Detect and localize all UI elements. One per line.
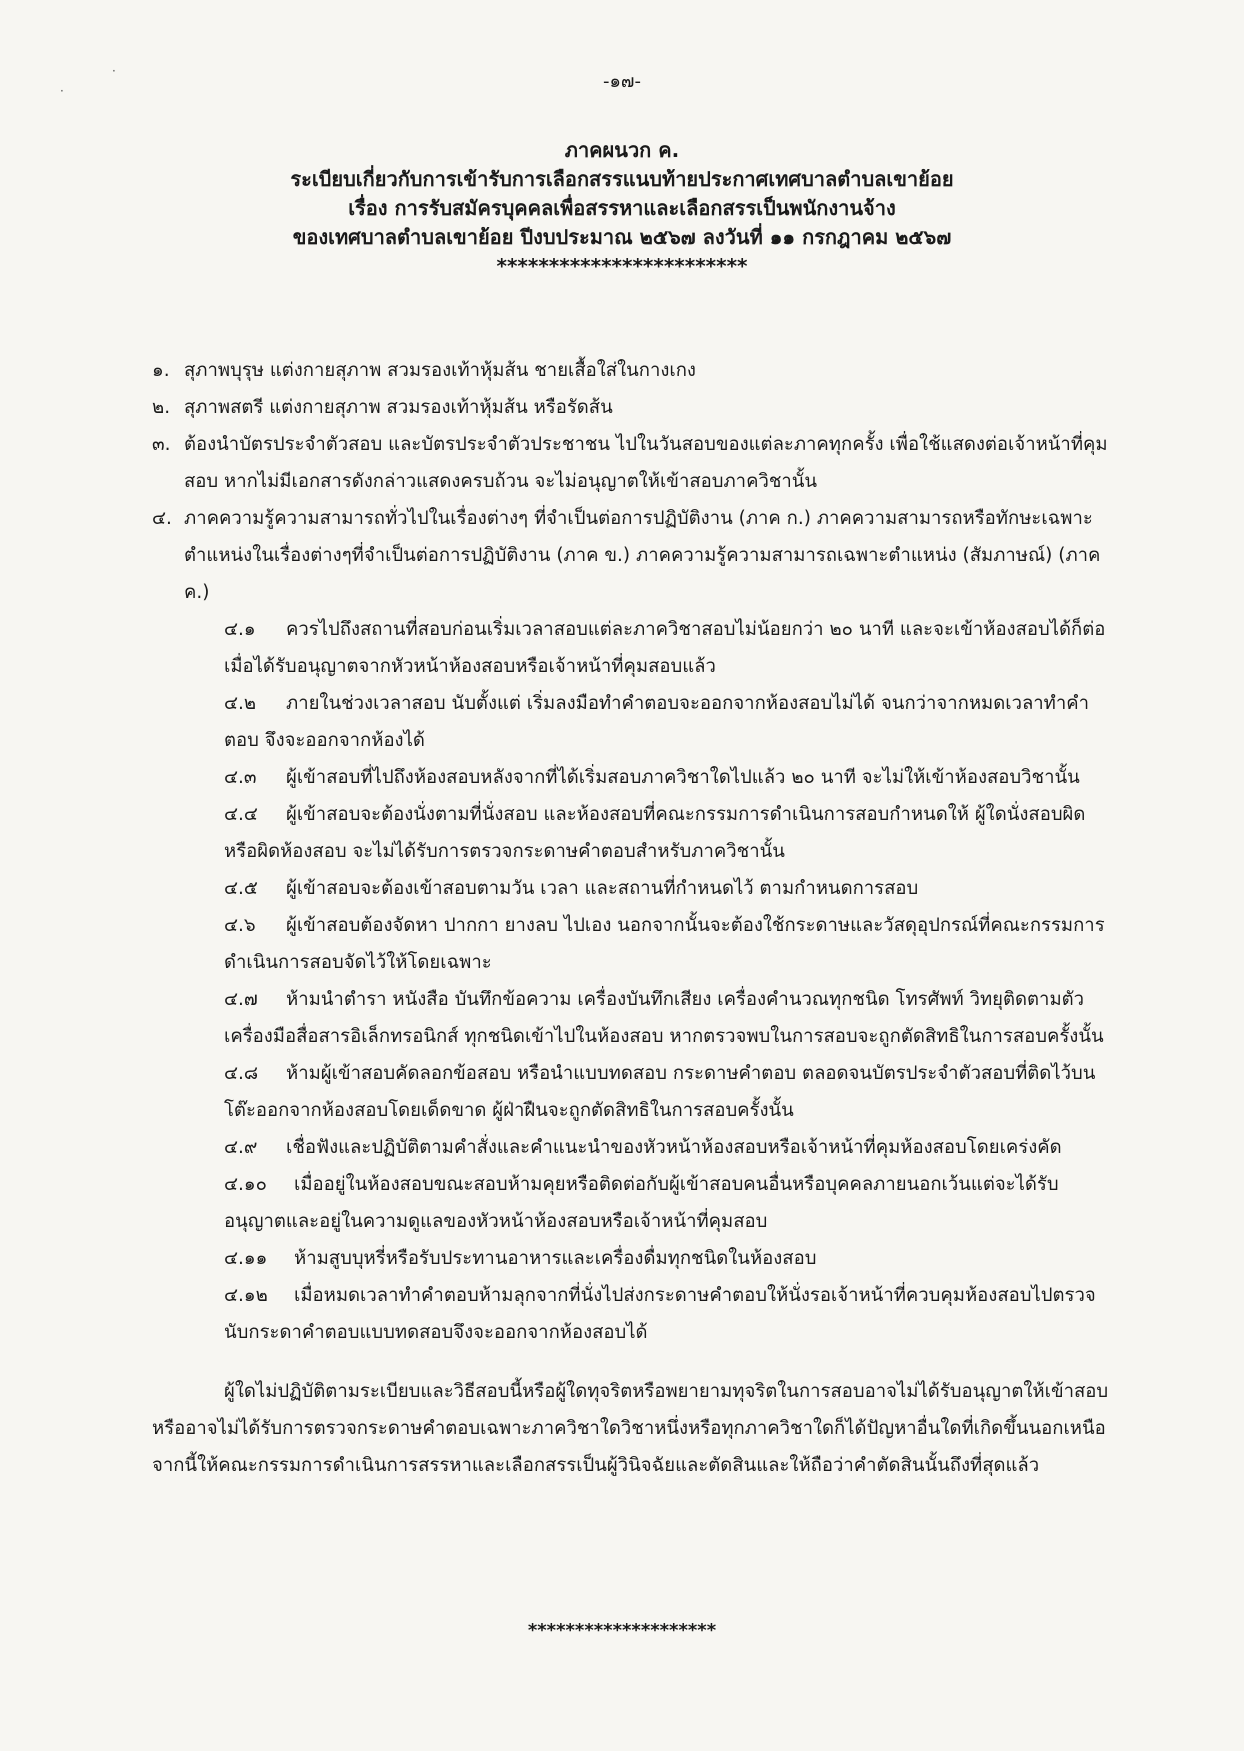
sub-list-item (152, 1055, 1112, 1129)
sub-item-number: ๔.๗ (224, 989, 258, 1010)
sub-list-item (152, 1277, 1112, 1351)
item-text: ต้องนำบัตรประจำตัวสอบ และบัตรประจำตัวประชาชน ไปในวันสอบของแต่ละภาคทุกครั้ง เพื่อใช้แสดงต่อเจ้าหน้าที่คุมสอบ หากไม่มีเอกสารดังกล่าวแสดงครบถ้วน จะไม่อนุญาตให้เข้าสอบภาควิชานั้น (184, 434, 1108, 492)
sub-item-text: ห้ามนำตำรา หนังสือ บันทึกข้อความ เครื่องบันทึกเสียง เครื่องคำนวณทุกชนิด โทรศัพท์ วิทยุติดตามตัว เครื่องมือสื่อสารอิเล็กทรอนิกส์ ทุกชนิดเข้าไปในห้องสอบ หากตรวจพบในการสอบจะถูกตัดสิทธิในการสอบครั้งนั้น (224, 989, 1104, 1047)
sub-item-text: ควรไปถึงสถานที่สอบก่อนเริ่มเวลาสอบแต่ละภาควิชาสอบไม่น้อยกว่า ๒๐ นาที และจะเข้าห้องสอบได้ก็ต่อเมื่อได้รับอนุญาตจากหัวหน้าห้องสอบหรือเจ้าหน้าที่คุมสอบแล้ว (224, 619, 1106, 677)
list-item (152, 352, 1112, 389)
item-number: ๑. (152, 360, 170, 381)
sub-item-text: ผู้เข้าสอบที่ไปถึงห้องสอบหลังจากที่ได้เริ่มสอบภาควิชาใดไปแล้ว ๒๐ นาที จะไม่ให้เข้าห้องสอบวิชานั้น (286, 767, 1080, 788)
item-text: สุภาพสตรี แต่งกายสุภาพ สวมรองเท้าหุ้มส้น หรือรัดส้น (184, 397, 613, 418)
subject-line: เรื่อง การรับสมัครบุคคลเพื่อสรรหาและเลือกสรรเป็นพนักงานจ้าง (348, 196, 896, 220)
sub-list-item (152, 907, 1112, 981)
sub-list-item (152, 759, 1112, 796)
sub-item-number: ๔.๙ (224, 1137, 258, 1158)
footer-divider: ******************** (527, 1620, 717, 1641)
sub-item-number: ๔.๔ (224, 804, 258, 825)
list-item (152, 500, 1112, 611)
item-text: ภาคความรู้ความสามารถทั่วไปในเรื่องต่างๆ ที่จำเป็นต่อการปฏิบัติงาน (ภาค ก.) ภาคความสามารถหรือทักษะเฉพาะตำแหน่งในเรื่องต่างๆที่จำเป็นต่อการปฏิบัติงาน (ภาค ข.) ภาคความรู้ความสามารถเฉพาะตำแหน่ง (สัมภาษณ์) (ภาค ค.) (184, 508, 1101, 603)
scan-speck: · (112, 64, 116, 78)
sub-item-text: เมื่ออยู่ในห้องสอบขณะสอบห้ามคุยหรือติดต่อกับผู้เข้าสอบคนอื่นหรือบุคคลภายนอกเว้นแต่จะได้รับอนุญาตและอยู่ในความดูแลของหัวหน้าห้องสอบหรือเจ้าหน้าที่คุมสอบ (224, 1174, 1059, 1232)
sub-item-number: ๔.๕ (224, 878, 258, 899)
sub-item-number: ๔.๑ (224, 619, 256, 640)
sub-item-text: ผู้เข้าสอบต้องจัดหา ปากกา ยางลบ ไปเอง นอกจากนั้นจะต้องใช้กระดาษและวัสดุอุปกรณ์ที่คณะกรรมการดำเนินการสอบจัดไว้ให้โดยเฉพาะ (224, 915, 1105, 973)
item-number: ๒. (152, 397, 171, 418)
sub-item-number: ๔.๑๒ (224, 1285, 268, 1306)
sub-item-text: ผู้เข้าสอบจะต้องเข้าสอบตามวัน เวลา และสถานที่กำหนดไว้ ตามกำหนดการสอบ (286, 878, 919, 899)
page-number: -๑๗- (603, 71, 641, 92)
regulation-title: ระเบียบเกี่ยวกับการเข้ารับการเลือกสรรแนบท้ายประกาศเทศบาลตำบลเขาย้อย (290, 167, 954, 191)
sub-item-number: ๔.๒ (224, 693, 257, 714)
sub-list-item (152, 796, 1112, 870)
sub-list-item (152, 1240, 1112, 1277)
appendix-title: ภาคผนวก ค. (564, 138, 680, 162)
document-body (152, 352, 1112, 1484)
sub-list-item (152, 1129, 1112, 1166)
item-number: ๔. (152, 508, 172, 529)
sub-item-text: ภายในช่วงเวลาสอบ นับตั้งแต่ เริ่มลงมือทำคำตอบจะออกจากห้องสอบไม่ได้ จนกว่าจากหมดเวลาทำคำตอบ จึงจะออกจากห้องได้ (224, 693, 1090, 751)
sub-item-number: ๔.๖ (224, 915, 256, 936)
sub-item-text: ห้ามผู้เข้าสอบคัดลอกข้อสอบ หรือนำแบบทดสอบ กระดาษคำตอบ ตลอดจนบัตรประจำตัวสอบที่ติดไว้บนโต๊ะออกจากห้องสอบโดยเด็ดขาด ผู้ฝ่าฝืนจะถูกตัดสิทธิในการสอบครั้งนั้น (224, 1063, 1096, 1121)
list-item (152, 389, 1112, 426)
document-header (0, 136, 1244, 281)
sub-item-number: ๔.๑๑ (224, 1248, 268, 1269)
item-number: ๓. (152, 434, 171, 455)
spacer (152, 1351, 1112, 1373)
sub-list-item (152, 1166, 1112, 1240)
sub-list-item (152, 685, 1112, 759)
sub-item-number: ๔.๓ (224, 767, 257, 788)
issuer-date-line: ของเทศบาลตำบลเขาย้อย ปีงบประมาณ ๒๕๖๗ ลงวันที่ ๑๑ กรกฎาคม ๒๕๖๗ (292, 225, 952, 249)
sub-list-item (152, 981, 1112, 1055)
sub-list-item (152, 611, 1112, 685)
sub-list-item (152, 870, 1112, 907)
sub-item-text: ผู้เข้าสอบจะต้องนั่งตามที่นั่งสอบ และห้องสอบที่คณะกรรมการดำเนินการสอบกำหนดให้ ผู้ใดนั่งสอบผิดหรือผิดห้องสอบ จะไม่ได้รับการตรวจกระดาษคำตอบสำหรับภาควิชานั้น (224, 804, 1086, 862)
sub-item-text: เชื่อฟังและปฏิบัติตามคำสั่งและคำแนะนำของหัวหน้าห้องสอบหรือเจ้าหน้าที่คุมห้องสอบโดยเคร่งคัด (286, 1137, 1062, 1158)
sub-item-text: ห้ามสูบบุหรี่หรือรับประทานอาหารและเครื่องดื่มทุกชนิดในห้องสอบ (294, 1248, 817, 1269)
sub-item-number: ๔.๑๐ (224, 1174, 267, 1195)
list-item (152, 426, 1112, 500)
closing-paragraph: ผู้ใดไม่ปฏิบัติตามระเบียบและวิธีสอบนี้หรือผู้ใดทุจริตหรือพยายามทุจริตในการสอบอาจไม่ได้รับอนุญาตให้เข้าสอบหรืออาจไม่ได้รับการตรวจกระดาษคำตอบเฉพาะภาควิชาใดวิชาหนึ่งหรือทุกภาควิชาใดก็ได้ปัญหาอื่นใดที่เกิดขึ้นนอกเหนือจากนี้ให้คณะกรรมการดำเนินการสรรหาและเลือกสรรเป็นผู้วินิจฉัยและตัดสินและให้ถือว่าคำตัดสินนั้นถึงที่สุดแล้ว (152, 1381, 1109, 1476)
header-divider: ************************ (496, 254, 748, 278)
sub-item-number: ๔.๘ (224, 1063, 259, 1084)
sub-item-text: เมื่อหมดเวลาทำคำตอบห้ามลุกจากที่นั่งไปส่งกระดาษคำตอบให้นั่งรอเจ้าหน้าที่ควบคุมห้องสอบไปตรวจนับกระดาคำตอบแบบทดสอบจึงจะออกจากห้องสอบได้ (224, 1285, 1096, 1343)
item-text: สุภาพบุรุษ แต่งกายสุภาพ สวมรองเท้าหุ้มส้น ชายเสื้อใส่ในกางเกง (184, 360, 696, 381)
scan-speck: · (60, 84, 64, 98)
